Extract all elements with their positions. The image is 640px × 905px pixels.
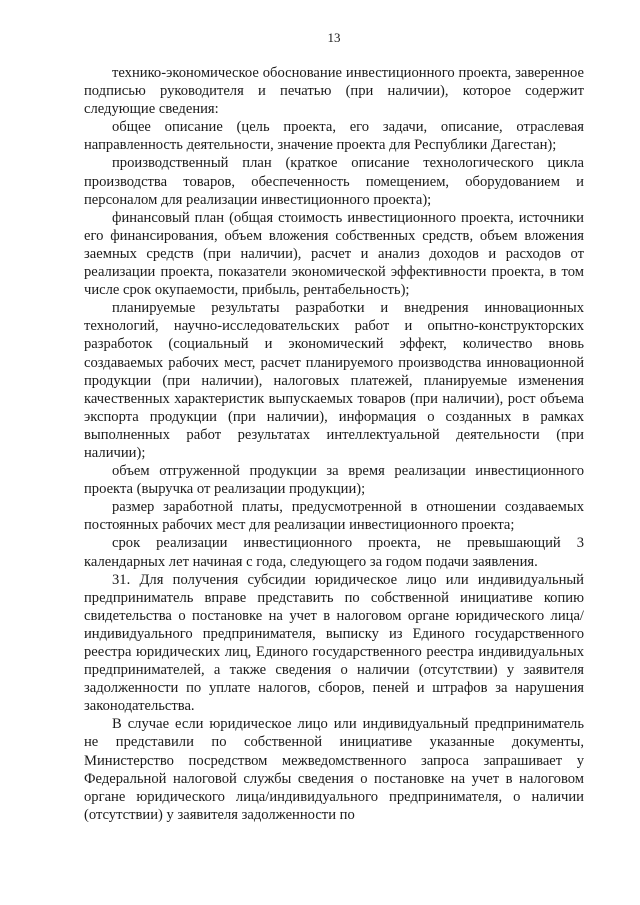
paragraph-planned-results: планируемые результаты разработки и внедрения инновационных технологий, научно-исследовательских работ и опытно-конструкторских разработок (социальный и экономический эффект, количество вновь создаваемых рабочих мест, расчет планируемого производства инновационной продукции (при наличии), налоговых платежей, планируемые изменения качественных характеристик выпускаемых товаров (при наличии), рост объема экспорта продукции (при наличии), информация о созданных в рамках выполненных работ результатах интеллектуальной деятельности (при наличии); — [84, 300, 584, 461]
paragraph-production-plan: производственный план (краткое описание технологического цикла производства товаров, обеспеченность помещением, оборудованием и персоналом для реализации инвестиционного проекта); — [84, 155, 584, 208]
document-body — [84, 64, 584, 824]
paragraph-financial-plan: финансовый план (общая стоимость инвестиционного проекта, источники его финансирования, объем вложения собственных средств, объем вложения заемных средств (при наличии), расчет и анализ доходов и расходов от реализации проекта, показатели экономической эффективности проекта, в том числе срок окупаемости, прибыль, рентабельность); — [84, 209, 584, 299]
paragraph-clause-31: 31. Для получения субсидии юридическое лицо или индивидуальный предприниматель вправе представить по собственной инициативе копию свидетельства о постановке на учет в налоговом органе юридического лица/индивидуального предпринимателя, выписку из Единого государственного реестра юридических лиц, Единого государственного реестра индивидуальных предпринимателей, а также сведения о наличии (отсутствии) у заявителя задолженности по уплате налогов, сборов, пеней и штрафов за нарушения законодательства. — [84, 571, 584, 715]
paragraph-general-description: общее описание (цель проекта, его задачи, описание, отраслевая направленность деятельности, значение проекта для Республики Дагестан); — [84, 119, 584, 154]
paragraph-interagency-request: В случае если юридическое лицо или индивидуальный предприниматель не представили по собственной инициативе указанные документы, Министерство посредством межведомственного запроса запрашивает у Федеральной налоговой службы сведения о постановке на учет в налоговом органе юридического лица/индивидуального предпринимателя, о наличии (отсутствии) у заявителя задолженности по — [84, 716, 584, 823]
paragraph-project-term: срок реализации инвестиционного проекта, не превышающий 3 календарных лет начиная с года, следующего за годом подачи заявления. — [84, 535, 584, 570]
page-number: 13 — [327, 30, 341, 45]
paragraph-feasibility-study: технико-экономическое обоснование инвестиционного проекта, заверенное подписью руководителя и печатью (при наличии), которое содержит следующие сведения: — [84, 65, 584, 118]
paragraph-wage-size: размер заработной платы, предусмотренной в отношении создаваемых постоянных рабочих мест для реализации инвестиционного проекта; — [84, 499, 584, 534]
paragraph-shipped-volume: объем отгруженной продукции за время реализации инвестиционного проекта (выручка от реализации продукции); — [84, 463, 584, 498]
